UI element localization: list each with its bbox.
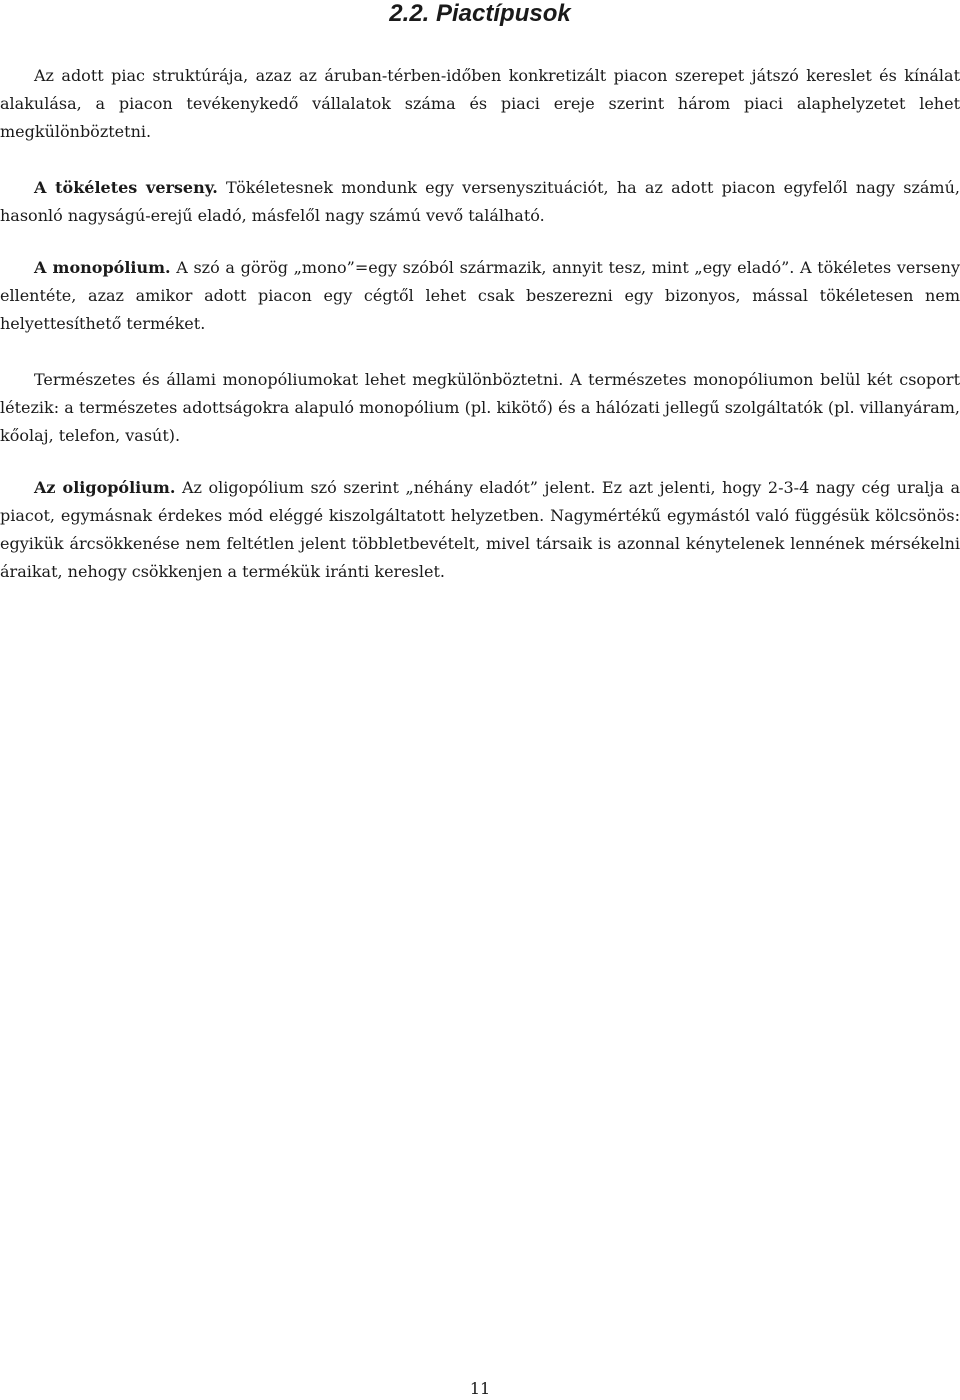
paragraph-perfect-competition xyxy=(0,174,960,230)
paragraph-text: Természetes és állami monopóliumokat lehet megkülönböztetni. A természetes monopóliumon belül két csoport létezik: a természetes adottságokra alapuló monopólium (pl. kikötő) és a hálózati jellegű szolgáltatók (pl. villanyáram, kőolaj, telefon, vasút). xyxy=(0,370,960,445)
body-text xyxy=(0,62,960,614)
page-number: 11 xyxy=(469,1379,491,1398)
paragraph-text: A szó a görög „mono”=egy szóból származik, annyit tesz, mint „egy eladó”. A tökéletes verseny ellentéte, azaz amikor adott piacon egy cégtől lehet csak beszerezni egy bizonyos, mással tökéletesen nem helyettesíthető terméket. xyxy=(0,258,960,333)
paragraph-monopoly xyxy=(0,254,960,338)
paragraph-oligopoly xyxy=(0,474,960,586)
term-monopoly: A monopólium. xyxy=(34,258,171,277)
term-perfect-competition: A tökéletes verseny. xyxy=(34,178,218,197)
paragraph-text: Tökéletesnek mondunk egy versenyszituációt, ha az adott piacon egyfelől nagy számú, hasonló nagyságú-erejű eladó, másfelől nagy számú vevő található. xyxy=(0,178,960,225)
page-title: 2.2. Piactípusok xyxy=(389,0,571,27)
paragraph-natural-monopoly xyxy=(0,366,960,450)
paragraph-intro xyxy=(0,62,960,146)
paragraph-text: Az adott piac struktúrája, azaz az áruban-térben-időben konkretizált piacon szerepet játszó kereslet és kínálat alakulása, a piacon tevékenykedő vállalatok száma és piaci ereje szerint három piaci alaphelyzetet lehet megkülönböztetni. xyxy=(0,66,960,141)
term-oligopoly: Az oligopólium. xyxy=(34,478,176,497)
paragraph-text: Az oligopólium szó szerint „néhány eladót” jelent. Ez azt jelenti, hogy 2-3-4 nagy cég uralja a piacot, egymásnak érdekes mód eléggé kiszolgáltatott helyzetben. Nagymértékű egymástól való függésük kölcsönös: egyikük árcsökkenése nem feltétlen jelent többletbevételt, mivel társaik is azonnal kénytelenek lennének mérsékelni áraikat, nehogy csökkenjen a termékük iránti kereslet. xyxy=(0,478,960,581)
